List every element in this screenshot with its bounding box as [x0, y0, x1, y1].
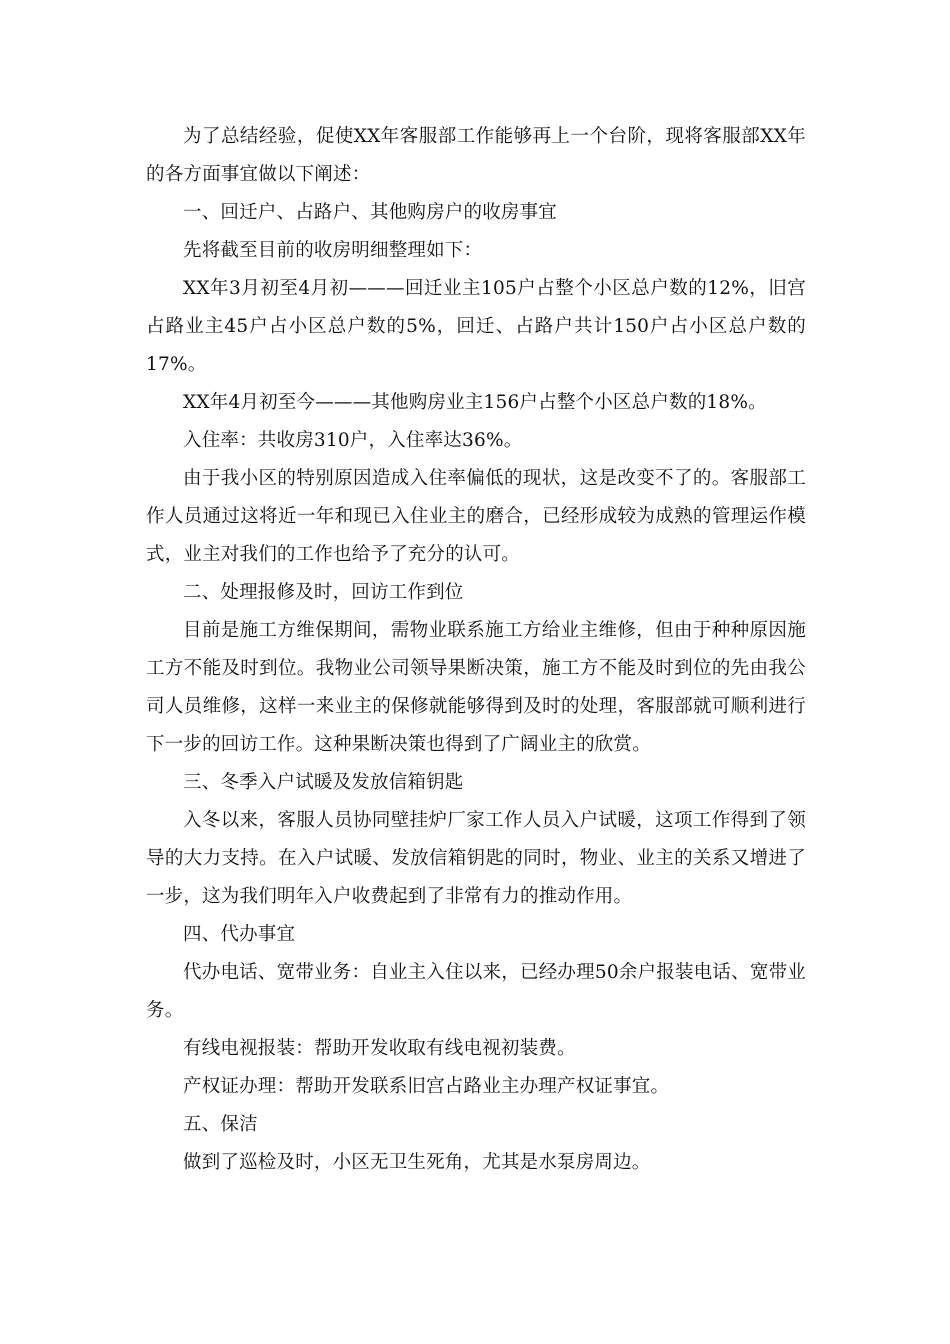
move-in-intro: 先将截至目前的收房明细整理如下： [183, 240, 483, 261]
agency-phone-broadband: 代办电话、宽带业务：自业主入住以来，已经办理50余户报装电话、宽带业务。 [146, 962, 806, 1021]
move-in-detail-other-buyers: XX年4月初至今———其他购房业主156户占整个小区总户数的18%。 [183, 392, 767, 413]
move-in-detail-relocation: XX年3月初至4月初———回迁业主105户占整个小区总户数的12%，旧宫占路业主45户占小区总户数的5%，回迁、占路户共计150户占小区总户数的17%。 [146, 278, 806, 375]
document-body [146, 118, 806, 1182]
agency-property-certificate: 产权证办理：帮助开发联系旧宫占路业主办理产权证事宜。 [183, 1076, 670, 1097]
cleaning-paragraph: 做到了巡检及时，小区无卫生死角，尤其是水泵房周边。 [183, 1152, 651, 1173]
section-heading-heating: 三、冬季入户试暖及发放信箱钥匙 [183, 772, 464, 793]
section-heading-cleaning: 五、保洁 [183, 1114, 258, 1135]
section-heading-agency: 四、代办事宜 [183, 924, 296, 945]
heating-paragraph: 入冬以来，客服人员协同壁挂炉厂家工作人员入户试暖，这项工作得到了领导的大力支持。在入户试暖、发放信箱钥匙的同时，物业、业主的关系又增进了一步，这为我们明年入户收费起到了非常有力的推动作用。 [146, 810, 806, 907]
intro-paragraph: 为了总结经验，促使XX年客服部工作能够再上一个台阶，现将客服部XX年的各方面事宜做以下阐述： [146, 126, 806, 185]
occupancy-commentary: 由于我小区的特别原因造成入住率偏低的现状，这是改变不了的。客服部工作人员通过这将近一年和现已入住业主的磨合，已经形成较为成熟的管理运作模式，业主对我们的工作也给予了充分的认可。 [146, 468, 806, 565]
section-heading-repairs: 二、处理报修及时，回访工作到位 [183, 582, 464, 603]
occupancy-rate: 入住率：共收房310户，入住率达36%。 [183, 430, 523, 451]
agency-cable-tv: 有线电视报装：帮助开发收取有线电视初装费。 [183, 1038, 576, 1059]
repairs-paragraph: 目前是施工方维保期间，需物业联系施工方给业主维修，但由于种种原因施工方不能及时到位。我物业公司领导果断决策，施工方不能及时到位的先由我公司人员维修，这样一来业主的保修就能够得到及时的处理，客服部就可顺利进行下一步的回访工作。这种果断决策也得到了广阔业主的欣赏。 [146, 620, 806, 755]
section-heading-move-in: 一、回迁户、占路户、其他购房户的收房事宜 [183, 202, 558, 223]
